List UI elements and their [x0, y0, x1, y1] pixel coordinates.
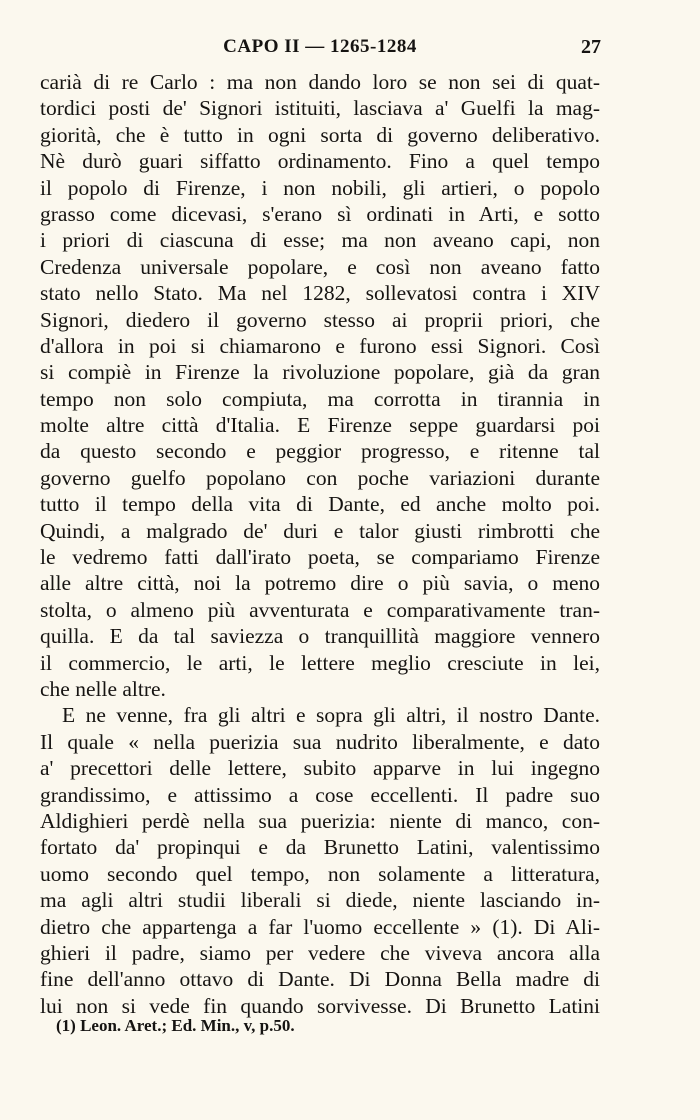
text-line: grasso come dicevasi, s'erano sì ordinati in Arti, e sotto: [40, 201, 600, 226]
chapter-heading: CAPO II — 1265-1284: [223, 36, 417, 57]
text-line: Il quale « nella puerizia sua nudrito liberalmente, e dato: [40, 729, 600, 754]
text-line: il commercio, le arti, le lettere meglio cresciute in lei,: [40, 650, 600, 675]
text-line: d'allora in poi si chiamarono e furono essi Signori. Così: [40, 333, 600, 358]
text-line: il popolo di Firenze, i non nobili, gli artieri, o popolo: [40, 175, 600, 200]
text-line: dietro che appartenga a far l'uomo eccellente » (1). Di Ali-: [40, 914, 600, 939]
text-line: Signori, diedero il governo stesso ai proprii priori, che: [40, 307, 600, 332]
page-number: 27: [581, 36, 601, 58]
text-line: che nelle altre.: [40, 676, 166, 701]
body-text: [40, 69, 600, 1019]
text-line: carià di re Carlo : ma non dando loro se non sei di quat-: [40, 70, 600, 94]
text-line: le vedremo fatti dall'irato poeta, se compariamo Firenze: [40, 545, 600, 570]
text-line: i priori di ciascuna di esse; ma non aveano capi, non: [40, 228, 600, 253]
text-line: Nè durò guari siffatto ordinamento. Fino a quel tempo: [40, 149, 600, 174]
text-line: a' precettori delle lettere, subito apparve in lui ingegno: [40, 756, 600, 781]
text-line: Credenza universale popolare, e così non aveano fatto: [40, 254, 600, 279]
text-line: da questo secondo e peggior progresso, e ritenne tal: [40, 439, 600, 464]
text-line: Quindi, a malgrado de' duri e talor giusti rimbrotti che: [40, 518, 600, 543]
text-line: molte altre città d'Italia. E Firenze seppe guardarsi poi: [40, 413, 600, 438]
text-line: ma agli altri studii liberali si diede, niente lasciando in-: [40, 888, 600, 913]
text-line: fine dell'anno ottavo di Dante. Di Donna Bella madre di: [40, 967, 600, 992]
text-line: si compiè in Firenze la rivoluzione popolare, già da gran: [40, 360, 600, 385]
footnote: (1) Leon. Aret.; Ed. Min., v, p.50.: [56, 1016, 295, 1035]
text-line: ghieri il padre, siamo per vedere che viveva ancora alla: [40, 940, 600, 965]
text-line: giorità, che è tutto in ogni sorta di governo deliberativo.: [40, 122, 600, 147]
text-line: uomo secondo quel tempo, non solamente a litteratura,: [40, 861, 600, 886]
text-line: governo guelfo popolano con poche variazioni durante: [40, 465, 600, 490]
text-line: quilla. E da tal saviezza o tranquillità maggiore vennero: [40, 624, 600, 649]
text-line: grandissimo, e attissimo a cose eccellenti. Il padre suo: [40, 782, 600, 807]
text-line: lui non si vede fin quando sorvivesse. Di Brunetto Latini: [40, 993, 600, 1018]
text-line: tordici posti de' Signori istituiti, lasciava a' Guelfi la mag-: [40, 96, 600, 121]
text-line: alle altre città, noi la potremo dire o più savia, o meno: [40, 571, 600, 596]
text-line: stato nello Stato. Ma nel 1282, sollevatosi contra i XIV: [40, 281, 600, 306]
text-line: fortato da' propinqui e da Brunetto Latini, valentissimo: [40, 835, 600, 860]
paragraph-start-line: E ne venne, fra gli altri e sopra gli altri, il nostro Dante.: [62, 703, 600, 728]
text-line: stolta, o almeno più avventurata e comparativamente tran-: [40, 597, 600, 622]
running-head: [40, 36, 600, 62]
text-line: tempo non solo compiuta, ma corrotta in tirannia in: [40, 386, 600, 411]
text-line: tutto il tempo della vita di Dante, ed anche molto poi.: [40, 492, 600, 517]
text-line: Aldighieri perdè nella sua puerizia: niente di manco, con-: [40, 808, 600, 833]
